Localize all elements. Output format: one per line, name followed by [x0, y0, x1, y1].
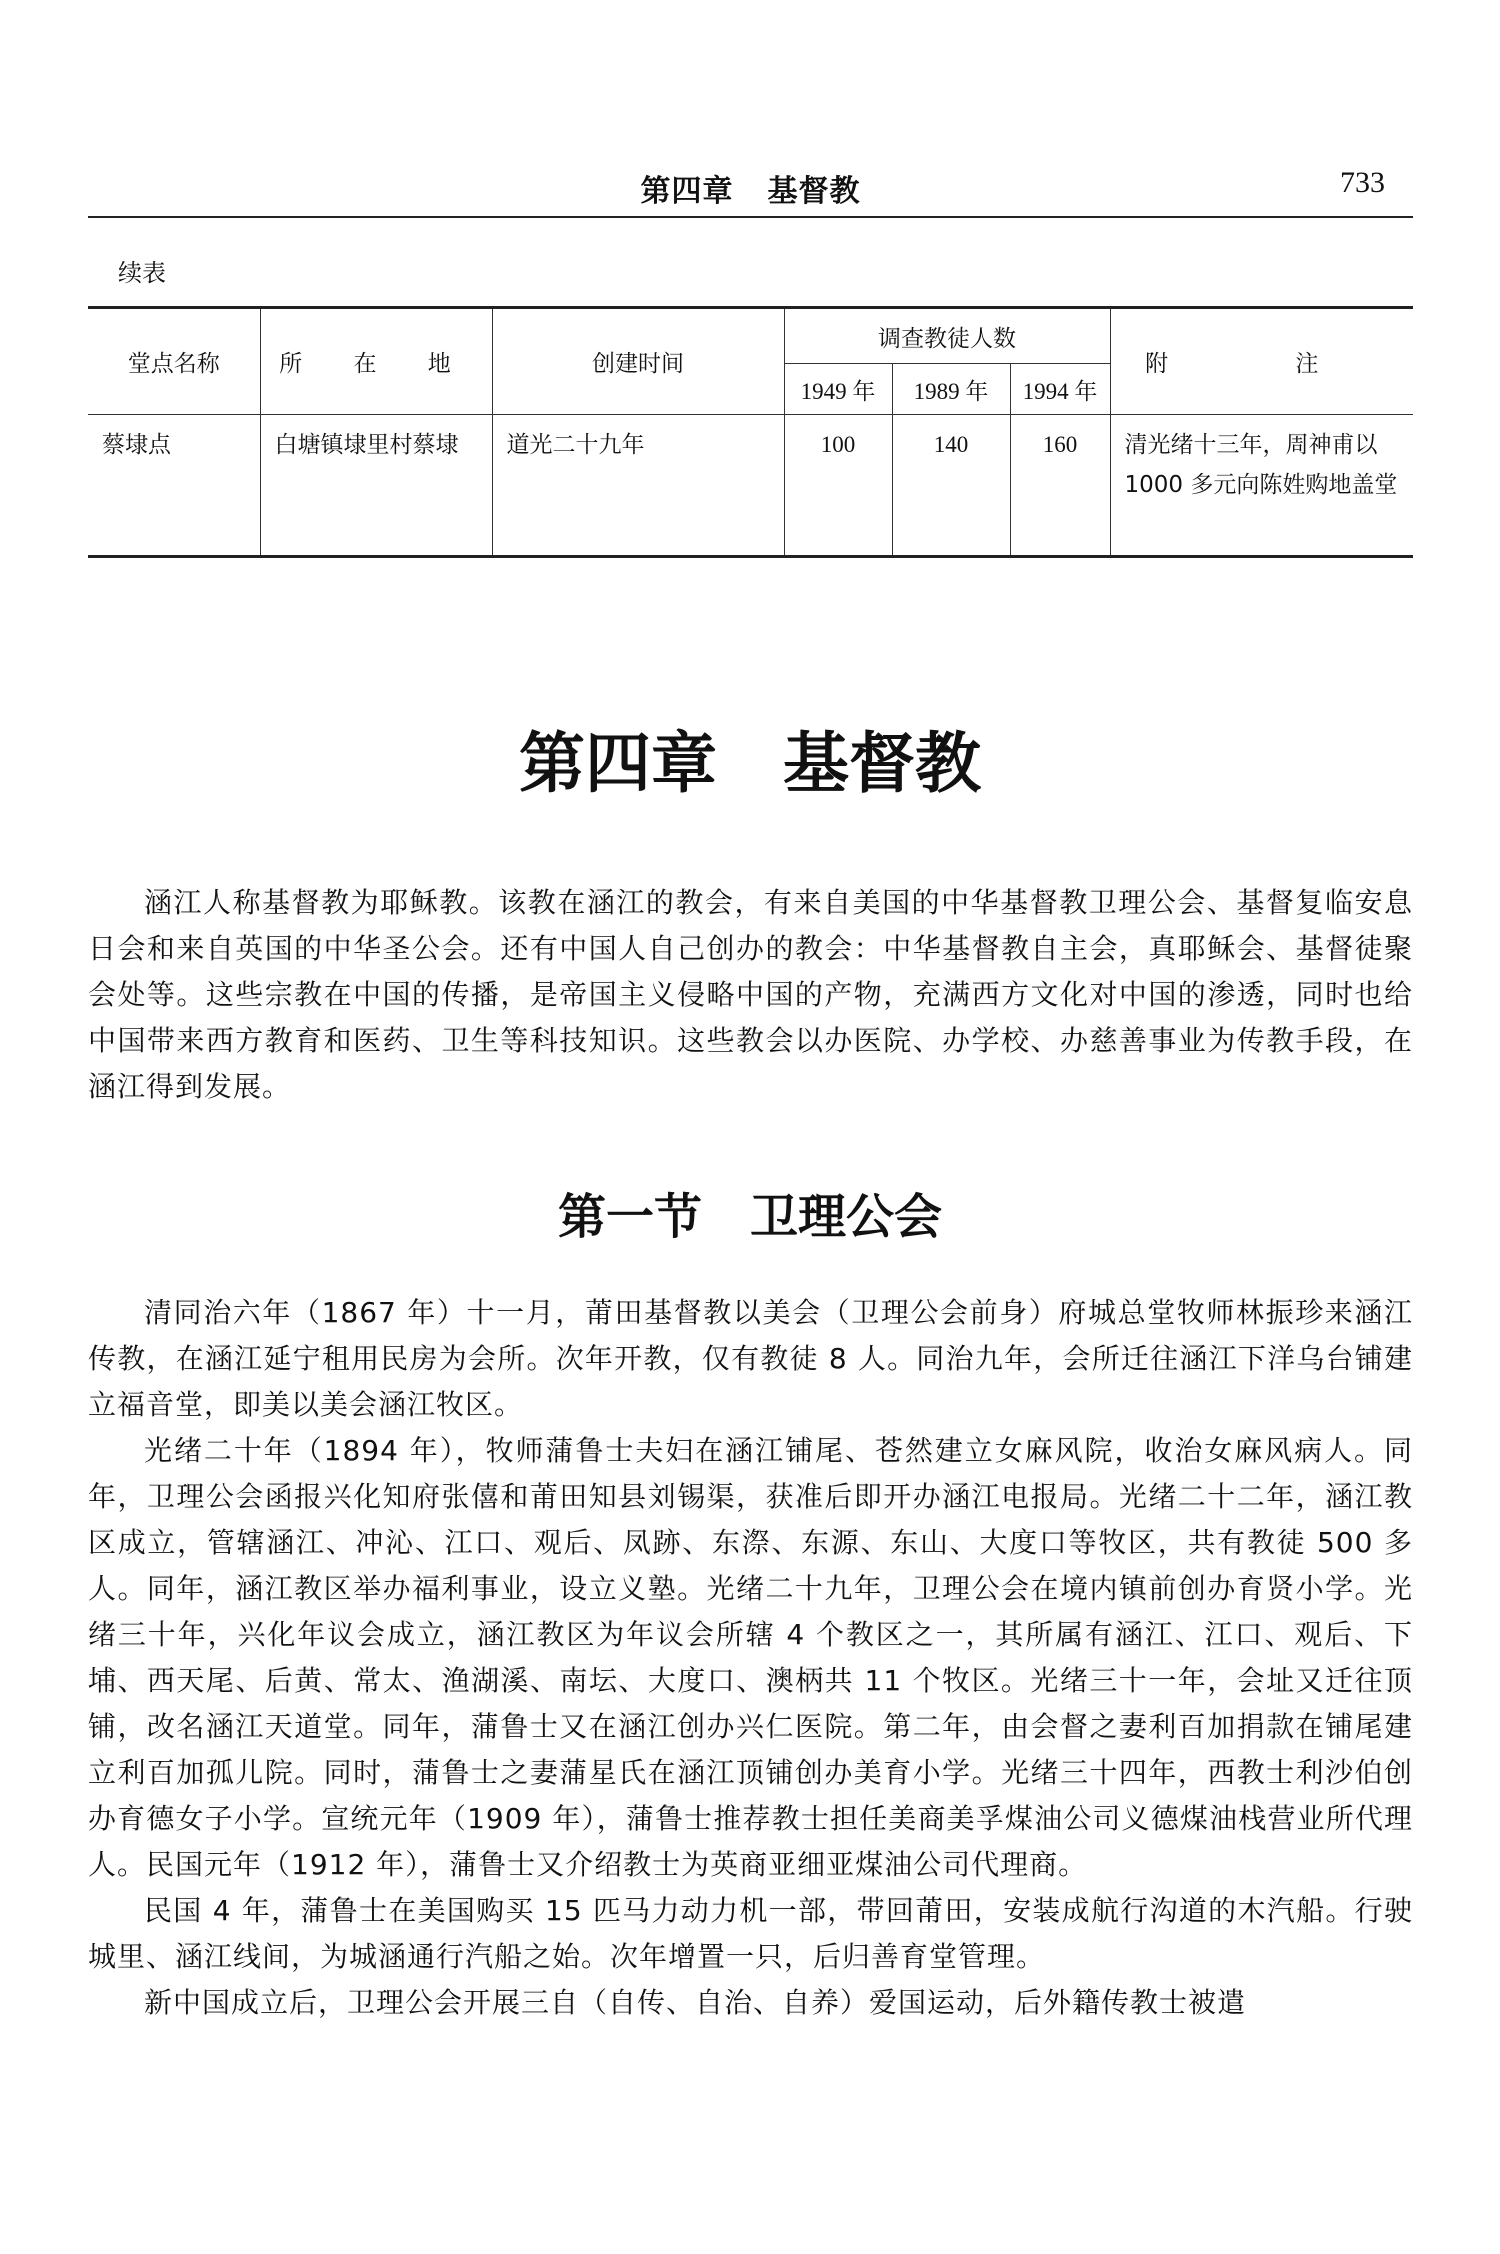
running-header-chapter: 第四章	[640, 174, 734, 209]
church-sites-table	[88, 306, 1413, 558]
section-number: 第一节	[557, 1189, 702, 1245]
col-header-name: 堂点名称	[88, 308, 260, 415]
cell-count-1949: 100	[784, 415, 892, 557]
col-header-location	[260, 308, 492, 415]
body-paragraph: 新中国成立后，卫理公会开展三自（自传、自治、自养）爱国运动，后外籍传教士被遣	[144, 1986, 1247, 2019]
cell-location: 白塘镇埭里村蔡埭	[260, 415, 492, 557]
running-header	[88, 160, 1413, 218]
col-header-1989: 1989 年	[892, 364, 1010, 415]
col-header-survey-group: 调查教徒人数	[784, 308, 1110, 364]
body-paragraph: 民国 4 年，蒲鲁士在美国购买 15 匹马力动力机一部，带回莆田，安装成航行沟道的木汽船。行驶城里、涵江线间，为城涵通行汽船之始。次年增置一只，后归善育堂管理。	[88, 1894, 1413, 1973]
cell-count-1994: 160	[1010, 415, 1110, 557]
col-header-1949: 1949 年	[784, 364, 892, 415]
table-container	[88, 306, 1413, 558]
col-header-notes	[1110, 308, 1413, 415]
cell-notes: 清光绪十三年，周神甫以 1000 多元向陈姓购地盖堂	[1110, 415, 1413, 557]
col-header-notes-text: 附 注	[1145, 351, 1379, 377]
intro-paragraph: 涵江人称基督教为耶稣教。该教在涵江的教会，有来自美国的中华基督教卫理公会、基督复临安息日会和来自英国的中华圣公会。还有中国人自己创办的教会：中华基督教自主会，真耶稣会、基督徒聚会处等。这些宗教在中国的传播，是帝国主义侵略中国的产物，充满西方文化对中国的渗透，同时也给中国带来西方教育和医药、卫生等科技知识。这些教会以办医院、办学校、办慈善事业为传教手段，在涵江得到发展。	[88, 886, 1413, 1103]
table-continued-label: 续表	[118, 259, 166, 287]
section-title	[0, 1178, 1500, 1247]
col-header-1994: 1994 年	[1010, 364, 1110, 415]
section-name: 卫理公会	[750, 1189, 943, 1245]
col-header-location-text: 所 在 地	[279, 351, 473, 377]
running-header-subject: 基督教	[767, 174, 861, 209]
page-number: 733	[1340, 166, 1385, 199]
col-header-founded: 创建时间	[492, 308, 784, 415]
body-paragraph: 光绪二十年（1894 年），牧师蒲鲁士夫妇在涵江铺尾、苍然建立女麻风院，收治女麻风病人。同年，卫理公会函报兴化知府张僖和莆田知县刘锡渠，获准后即开办涵江电报局。光绪二十二年，涵江教区成立，管辖涵江、冲沁、江口、观后、凤跡、东漈、东源、东山、大度口等牧区，共有教徒 500 多人。同年，涵江教区举办福利事业，设立义塾。光绪二十九年，卫理公会在境内镇前创办育贤小学。光绪三十年，兴化年议会成立，涵江教区为年议会所辖 4 个教区之一，其所属有涵江、江口、观后、下埔、西天尾、后黄、常太、渔湖溪、南坛、大度口、澳柄共 11 个牧区。光绪三十一年，会址又迁往顶铺，改名涵江天道堂。同年，蒲鲁士又在涵江创办兴仁医院。第二年，由会督之妻利百加捐款在铺尾建立利百加孤儿院。同时，蒲鲁士之妻蒲星氏在涵江顶铺创办美育小学。光绪三十四年，西教士利沙伯创办育德女子小学。宣统元年（1909 年），蒲鲁士推荐教士担任美商美孚煤油公司义德煤油栈营业所代理人。民国元年（1912 年），蒲鲁士又介绍教士为英商亚细亚煤油公司代理商。	[88, 1434, 1413, 1881]
cell-founded: 道光二十九年	[492, 415, 784, 557]
body-paragraph: 清同治六年（1867 年）十一月，莆田基督教以美会（卫理公会前身）府城总堂牧师林振珍来涵江传教，在涵江延宁租用民房为会所。次年开教，仅有教徒 8 人。同治九年，会所迁往涵江下洋乌台铺建立福音堂，即美以美会涵江牧区。	[88, 1296, 1413, 1421]
cell-count-1989: 140	[892, 415, 1010, 557]
section-body	[88, 1290, 1413, 2026]
running-header-title	[88, 166, 1413, 210]
cell-name: 蔡埭点	[88, 415, 260, 557]
chapter-number: 第四章	[519, 725, 717, 802]
intro-section	[88, 880, 1413, 1110]
chapter-title	[0, 710, 1500, 805]
chapter-name: 基督教	[783, 725, 981, 802]
table-row	[88, 415, 1413, 557]
